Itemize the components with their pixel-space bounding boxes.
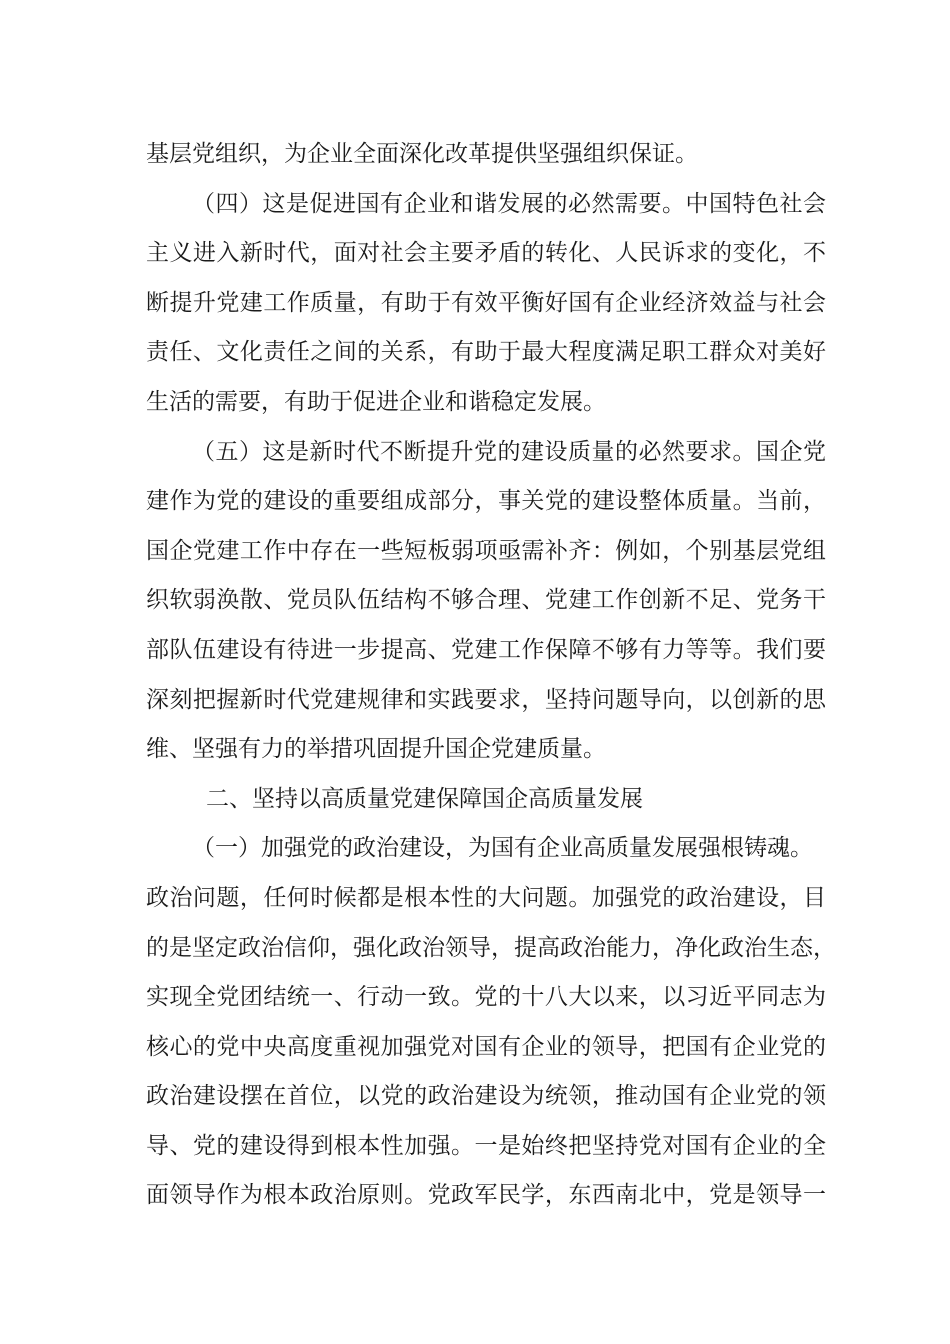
text-line: 生活的需要，有助于促进企业和谐稳定发展。 — [146, 388, 606, 415]
text-line: 责任、文化责任之间的关系，有助于最大程度满足职工群众对美好 — [146, 339, 826, 366]
text-line: 政治问题，任何时候都是根本性的大问题。加强党的政治建设，目 — [146, 884, 826, 911]
body-text — [146, 130, 836, 1221]
text-line: 实现全党团结统一、行动一致。党的十八大以来，以习近平同志为 — [146, 984, 826, 1011]
text-line: 核心的党中央高度重视加强党对国有企业的领导，把国有企业党的 — [146, 1033, 826, 1060]
paragraph-start-line: （四）这是促进国有企业和谐发展的必然需要。中国特色社会 — [192, 190, 826, 217]
text-line: 深刻把握新时代党建规律和实践要求，坚持问题导向，以创新的思 — [146, 686, 826, 713]
text-line: 织软弱涣散、党员队伍结构不够合理、党建工作创新不足、党务干 — [146, 587, 826, 614]
text-line: 主义进入新时代，面对社会主要矛盾的转化、人民诉求的变化，不 — [146, 240, 826, 267]
text-line: 面领导作为根本政治原则。党政军民学，东西南北中，党是领导一 — [146, 1182, 826, 1209]
text-line: 政治建设摆在首位，以党的政治建设为统领，推动国有企业党的领 — [146, 1083, 826, 1110]
text-line: 基层党组织，为企业全面深化改革提供坚强组织保证。 — [146, 141, 698, 167]
text-line: 国企党建工作中存在一些短板弱项亟需补齐：例如，个别基层党组 — [146, 537, 826, 564]
text-line: 部队伍建设有待进一步提高、党建工作保障不够有力等等。我们要 — [146, 636, 826, 663]
section-heading: 二、坚持以高质量党建保障国企高质量发展 — [206, 785, 643, 812]
text-line: 断提升党建工作质量，有助于有效平衡好国有企业经济效益与社会 — [146, 289, 826, 316]
paragraph-start-line: （一）加强党的政治建设，为国有企业高质量发展强根铸魂。 — [192, 835, 813, 862]
text-line: 维、坚强有力的举措巩固提升国企党建质量。 — [146, 736, 606, 763]
text-line: 导、党的建设得到根本性加强。一是始终把坚持党对国有企业的全 — [146, 1132, 826, 1159]
text-line: 建作为党的建设的重要组成部分，事关党的建设整体质量。当前， — [146, 488, 826, 515]
text-line: 的是坚定政治信仰，强化政治领导，提高政治能力，净化政治生态， — [146, 934, 836, 961]
paragraph-start-line: （五）这是新时代不断提升党的建设质量的必然要求。国企党 — [192, 438, 826, 465]
